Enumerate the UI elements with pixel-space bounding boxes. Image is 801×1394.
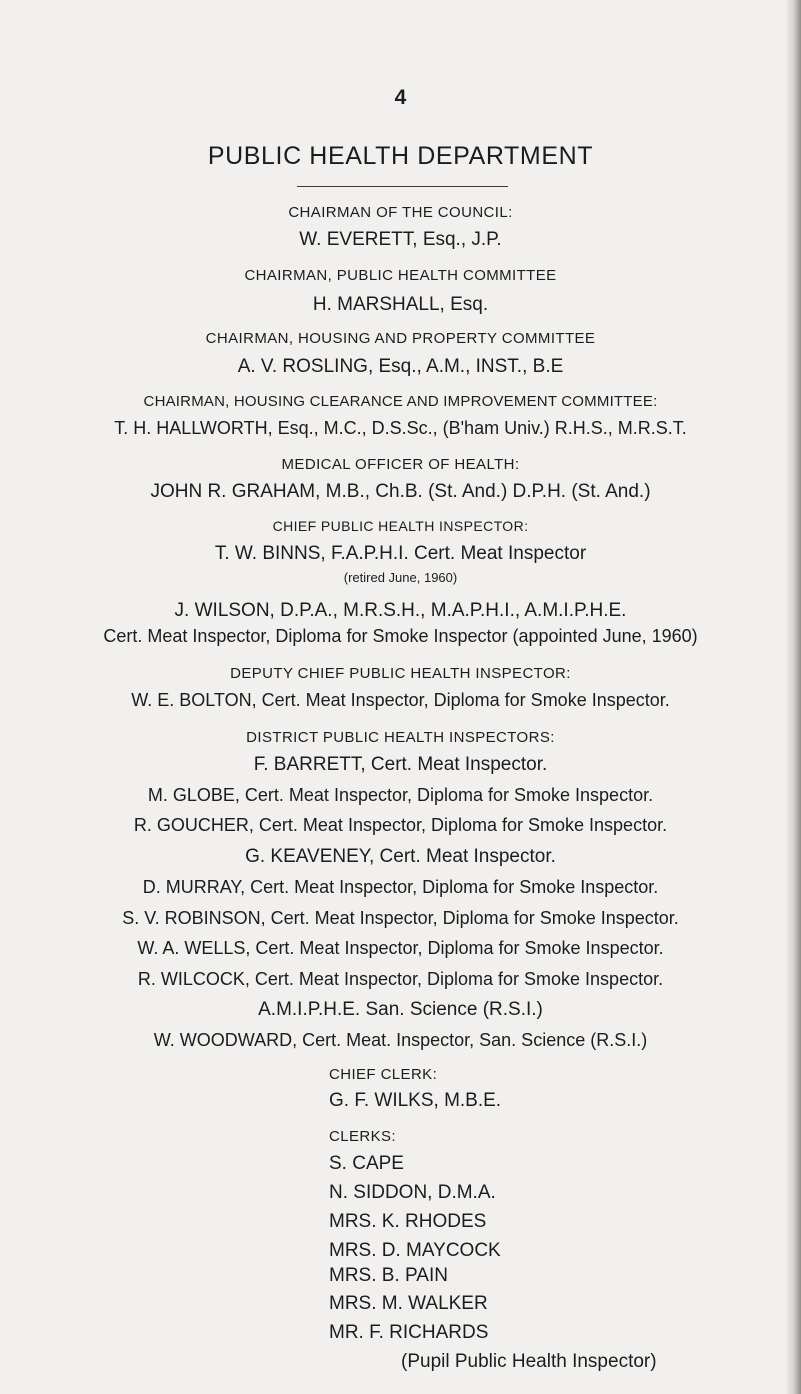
clerk-pain: MRS. B. PAIN [329, 1265, 448, 1286]
title-divider [297, 186, 508, 187]
inspector-goucher: R. GOUCHER, Cert. Meat Inspector, Diploma for Smoke Inspector. [133, 815, 668, 835]
heading-chief-inspector: CHIEF PUBLIC HEALTH INSPECTOR: [272, 518, 529, 534]
heading-chief-clerk: CHIEF CLERK: [329, 1066, 438, 1083]
name-chief-clerk: G. F. WILKS, M.B.E. [329, 1090, 502, 1111]
name-deputy-chief-inspector: W. E. BOLTON, Cert. Meat Inspector, Diploma for Smoke Inspector. [131, 690, 670, 710]
clerk-maycock: MRS. D. MAYCOCK [329, 1240, 501, 1261]
page-title: PUBLIC HEALTH DEPARTMENT [207, 142, 594, 170]
clerk-rhodes: MRS. K. RHODES [329, 1211, 487, 1232]
clerk-walker: MRS. M. WALKER [329, 1293, 488, 1314]
heading-chairman-public-health: CHAIRMAN, PUBLIC HEALTH COMMITTEE [244, 267, 557, 284]
inspector-murray: D. MURRAY, Cert. Meat Inspector, Diploma for Smoke Inspector. [142, 877, 659, 897]
heading-clerks: CLERKS: [329, 1128, 396, 1145]
heading-medical-officer: MEDICAL OFFICER OF HEALTH: [281, 456, 520, 473]
name-chairman-housing-clearance: T. H. HALLWORTH, Esq., M.C., D.S.Sc., (B'ham Univ.) R.H.S., M.R.S.T. [114, 418, 687, 438]
inspector-barrett: F. BARRETT, Cert. Meat Inspector. [253, 754, 548, 775]
inspector-robinson: S. V. ROBINSON, Cert. Meat Inspector, Diploma for Smoke Inspector. [122, 908, 679, 928]
inspector-woodward: W. WOODWARD, Cert. Meat. Inspector, San. Science (R.S.I.) [153, 1030, 648, 1050]
qualifications-wilcock: A.M.I.P.H.E. San. Science (R.S.I.) [258, 999, 543, 1020]
inspector-wilcock: R. WILCOCK, Cert. Meat Inspector, Diploma for Smoke Inspector. [137, 969, 664, 989]
heading-chairman-housing-property: CHAIRMAN, HOUSING AND PROPERTY COMMITTEE [205, 330, 596, 347]
heading-chairman-council: CHAIRMAN OF THE COUNCIL: [288, 204, 513, 221]
clerk-cape: S. CAPE [329, 1153, 404, 1174]
name-chairman-council: W. EVERETT, Esq., J.P. [299, 229, 502, 250]
name-chief-inspector-wilson: J. WILSON, D.P.A., M.R.S.H., M.A.P.H.I., A.M.I.P.H.E. [174, 600, 627, 621]
page-number: 4 [394, 86, 407, 109]
heading-district-inspectors: DISTRICT PUBLIC HEALTH INSPECTORS: [246, 729, 555, 746]
heading-chairman-housing-clearance: CHAIRMAN, HOUSING CLEARANCE AND IMPROVEMENT COMMITTEE: [143, 393, 658, 410]
name-medical-officer: JOHN R. GRAHAM, M.B., Ch.B. (St. And.) D.P.H. (St. And.) [150, 481, 651, 502]
name-chief-inspector-binns: T. W. BINNS, F.A.P.H.I. Cert. Meat Inspector [214, 543, 587, 564]
name-chairman-housing-property: A. V. ROSLING, Esq., A.M., INST., B.E [237, 356, 564, 377]
inspector-globe: M. GLOBE, Cert. Meat Inspector, Diploma for Smoke Inspector. [147, 785, 654, 805]
name-chairman-public-health: H. MARSHALL, Esq. [312, 294, 489, 315]
inspector-keaveney: G. KEAVENEY, Cert. Meat Inspector. [245, 846, 556, 867]
note-pupil-inspector: (Pupil Public Health Inspector) [401, 1351, 657, 1372]
clerk-siddon: N. SIDDON, D.M.A. [329, 1182, 496, 1203]
heading-deputy-chief-inspector: DEPUTY CHIEF PUBLIC HEALTH INSPECTOR: [230, 665, 571, 682]
clerk-richards: MR. F. RICHARDS [329, 1322, 489, 1343]
qualifications-wilson: Cert. Meat Inspector, Diploma for Smoke Inspector (appointed June, 1960) [103, 626, 698, 646]
note-retired: (retired June, 1960) [343, 570, 458, 585]
inspector-wells: W. A. WELLS, Cert. Meat Inspector, Diploma for Smoke Inspector. [137, 938, 664, 958]
